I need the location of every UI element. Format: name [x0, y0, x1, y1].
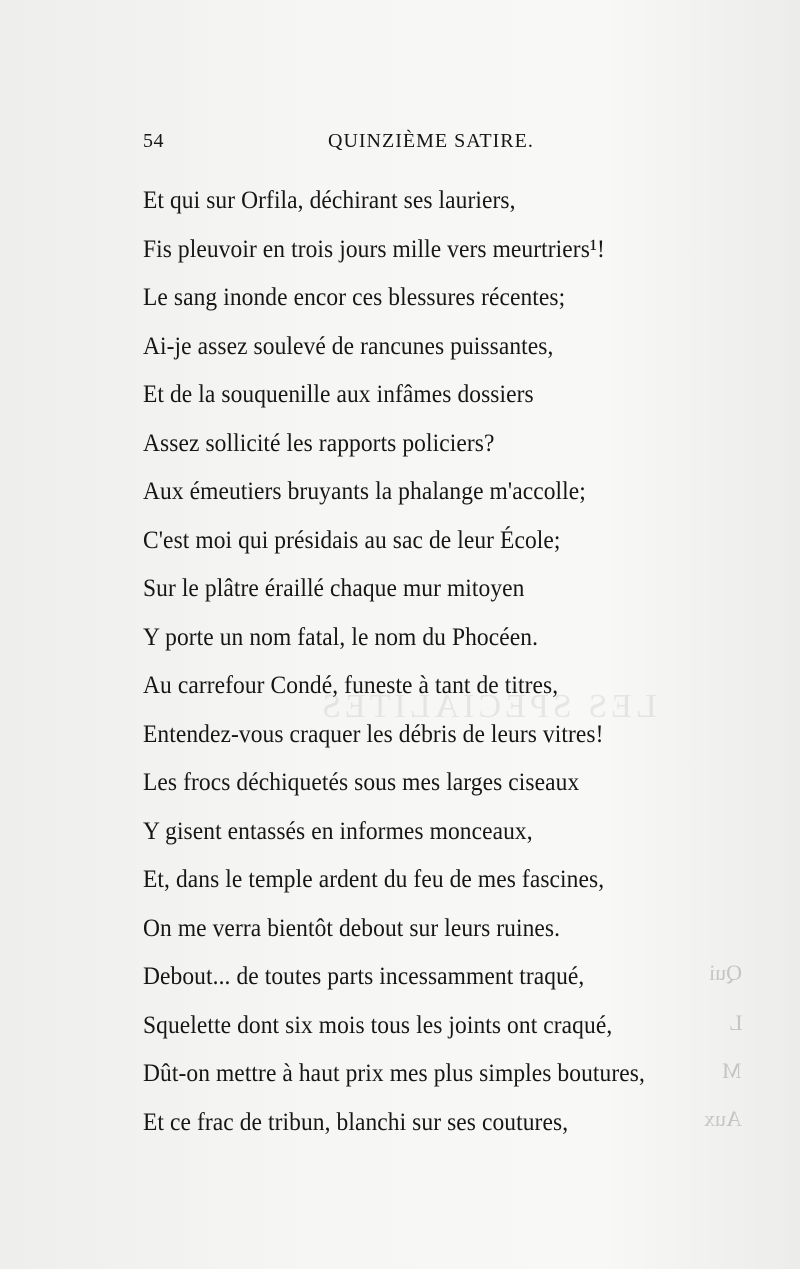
- verse-line: Et ce frac de tribun, blanchi sur ses coutures,: [143, 1106, 569, 1136]
- show-through-fragment: Aux: [704, 1106, 742, 1131]
- verse-line: Au carrefour Condé, funeste à tant de titres,: [143, 670, 559, 699]
- verse-line: Fis pleuvoir en trois jours mille vers meurtriers¹!: [143, 233, 605, 263]
- verse-line: Assez sollicité les rapports policiers?: [143, 427, 495, 457]
- page-number: 54: [143, 130, 164, 152]
- running-head: QUINZIÈME SATIRE.: [328, 130, 534, 152]
- verse-line: Aux émeutiers bruyants la phalange m'accolle;: [143, 476, 586, 505]
- verse-line: Sur le plâtre éraillé chaque mur mitoyen: [143, 573, 525, 602]
- verse-line: Le sang inonde encor ces blessures récentes;: [143, 282, 566, 311]
- verse-line: Et de la souquenille aux infâmes dossiers: [143, 379, 534, 408]
- verse-line: Entendez-vous craquer les débris de leurs vitres!: [143, 718, 604, 748]
- verse-line: Y gisent entassés en informes monceaux,: [143, 815, 533, 845]
- verse-line: Squelette dont six mois tous les joints ont craqué,: [143, 1009, 613, 1039]
- verse-line: Debout... de toutes parts incessamment traqué,: [143, 961, 585, 990]
- verse-line: Y porte un nom fatal, le nom du Phocéen.: [143, 621, 539, 651]
- show-through-fragment: M: [722, 1058, 742, 1083]
- verse-line: Et qui sur Orfila, déchirant ses lauriers,: [143, 185, 516, 214]
- show-through-heading: LES SPÉCIALITÉS: [318, 688, 657, 725]
- verse-line: C'est moi qui présidais au sac de leur École;: [143, 524, 561, 554]
- verse-line: Dût-on mettre à haut prix mes plus simples boutures,: [143, 1058, 645, 1087]
- verse-line: Ai-je assez soulevé de rancunes puissantes,: [143, 330, 554, 360]
- poem-body: [143, 178, 743, 1148]
- page-header: [0, 128, 800, 160]
- verse-line: Les frocs déchiquetés sous mes larges ciseaux: [143, 767, 580, 796]
- verse-line: On me verra bientôt debout sur leurs ruines.: [143, 912, 561, 942]
- show-through-fragment: L: [728, 1010, 742, 1035]
- verse-line: Et, dans le temple ardent du feu de mes fascines,: [143, 864, 605, 893]
- show-through-fragment: Qui: [709, 960, 742, 985]
